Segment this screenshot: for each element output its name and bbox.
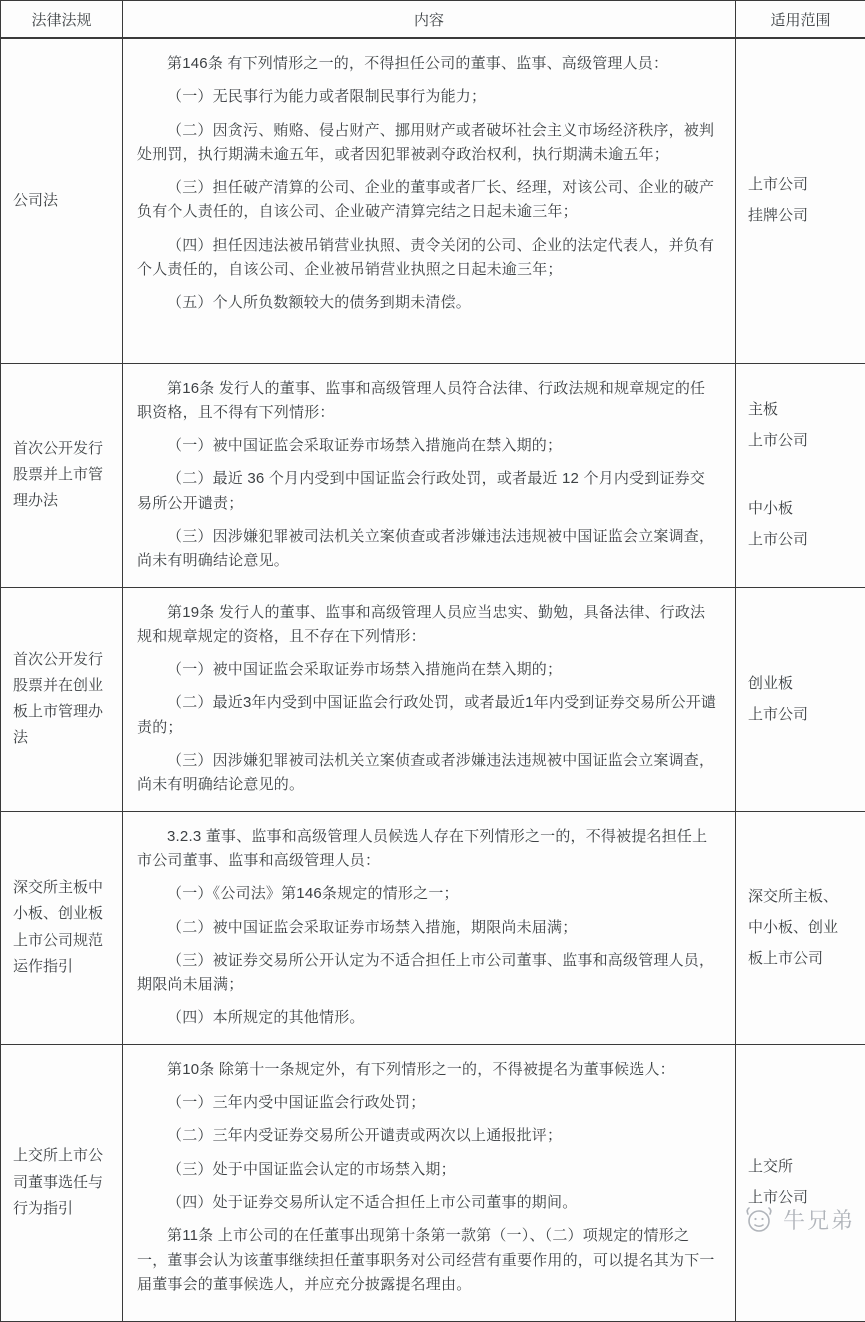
- scope-line: 上市公司: [748, 528, 859, 552]
- content-paragraph: （四）担任因违法被吊销营业执照、责令关闭的公司、企业的法定代表人，并负有个人责任的，自该公司、企业被吊销营业执照之日起未逾三年；: [137, 234, 719, 283]
- scope-line: 挂牌公司: [748, 204, 859, 228]
- cow-logo-icon: [742, 1205, 776, 1235]
- table-row: [1, 811, 865, 1044]
- content-paragraph: （三）处于中国证监会认定的市场禁入期；: [137, 1158, 719, 1182]
- scope-line: 上交所: [748, 1155, 859, 1179]
- scope-cell: [736, 811, 865, 1044]
- content-paragraph: （五）个人所负数额较大的债务到期未清偿。: [137, 291, 719, 315]
- law-name: 首次公开发行股票并上市管理办法: [13, 436, 116, 515]
- col-header-law: 法律法规: [1, 1, 123, 39]
- law-cell: [1, 363, 123, 587]
- col-header-scope: 适用范围: [736, 1, 865, 39]
- content-paragraph: （三）担任破产清算的公司、企业的董事或者厂长、经理，对该公司、企业的破产负有个人责任的，自该公司、企业破产清算完结之日起未逾三年；: [137, 176, 719, 225]
- content-paragraph: （二）被中国证监会采取证券市场禁入措施，期限尚未届满；: [137, 916, 719, 940]
- content-paragraph: （二）最近3年内受到中国证监会行政处罚，或者最近1年内受到证券交易所公开谴责的；: [137, 691, 719, 740]
- content-cell: [123, 811, 736, 1044]
- content-paragraph: （三）因涉嫌犯罪被司法机关立案侦查或者涉嫌违法违规被中国证监会立案调查，尚未有明确结论意见的。: [137, 749, 719, 798]
- scope-line: 上市公司: [748, 703, 859, 727]
- content-paragraph: 第19条 发行人的董事、监事和高级管理人员应当忠实、勤勉，具备法律、行政法规和规章规定的资格，且不存在下列情形：: [137, 601, 719, 650]
- scope-cell: [736, 587, 865, 811]
- content-paragraph: （一）《公司法》第146条规定的情形之一；: [137, 882, 719, 906]
- scope-cell: [736, 1044, 865, 1321]
- table-row: [1, 1044, 865, 1321]
- content-cell: [123, 1044, 736, 1321]
- law-cell: [1, 1044, 123, 1321]
- content-cell: [123, 38, 736, 363]
- scope-line: 上市公司: [748, 173, 859, 197]
- table-body: [1, 38, 865, 1321]
- table-row: [1, 587, 865, 811]
- content-paragraph: （一）三年内受中国证监会行政处罚；: [137, 1091, 719, 1115]
- law-cell: [1, 587, 123, 811]
- content-paragraph: （四）本所规定的其他情形。: [137, 1006, 719, 1030]
- content-paragraph: （一）无民事行为能力或者限制民事行为能力；: [137, 85, 719, 109]
- law-name: 公司法: [13, 188, 116, 214]
- content-paragraph: （一）被中国证监会采取证券市场禁入措施尚在禁入期的；: [137, 658, 719, 682]
- content-cell: [123, 363, 736, 587]
- content-paragraph: 第16条 发行人的董事、监事和高级管理人员符合法律、行政法规和规章规定的任职资格，且不得有下列情形：: [137, 377, 719, 426]
- content-paragraph: 第10条 除第十一条规定外，有下列情形之一的，不得被提名为董事候选人：: [137, 1058, 719, 1082]
- watermark: [742, 1204, 855, 1235]
- content-paragraph: 3.2.3 董事、监事和高级管理人员候选人存在下列情形之一的，不得被提名担任上市公司董事、监事和高级管理人员：: [137, 825, 719, 874]
- content-paragraph: 第146条 有下列情形之一的，不得担任公司的董事、监事、高级管理人员：: [137, 52, 719, 76]
- scope-line: 主板: [748, 398, 859, 422]
- scope-line: 深交所主板、: [748, 885, 859, 909]
- content-paragraph: （一）被中国证监会采取证券市场禁入措施尚在禁入期的；: [137, 434, 719, 458]
- watermark-text: 牛兄弟: [783, 1204, 855, 1235]
- law-name: 上交所上市公司董事选任与行为指引: [13, 1143, 116, 1222]
- header-row: [1, 1, 865, 39]
- content-paragraph: （三）被证券交易所公开认定为不适合担任上市公司董事、监事和高级管理人员，期限尚未届满；: [137, 949, 719, 998]
- content-paragraph: （二）因贪污、贿赂、侵占财产、挪用财产或者破坏社会主义市场经济秩序，被判处刑罚，执行期满未逾五年，或者因犯罪被剥夺政治权利，执行期满未逾五年；: [137, 119, 719, 168]
- content-paragraph: （三）因涉嫌犯罪被司法机关立案侦查或者涉嫌违法违规被中国证监会立案调查，尚未有明确结论意见。: [137, 525, 719, 574]
- scope-line: 上市公司: [748, 429, 859, 453]
- scope-line: 创业板: [748, 672, 859, 696]
- scope-cell: [736, 363, 865, 587]
- content-paragraph: （二）最近 36 个月内受到中国证监会行政处罚，或者最近 12 个月内受到证券交易所公开谴责；: [137, 467, 719, 516]
- law-name: 深交所主板中小板、创业板上市公司规范运作指引: [13, 875, 116, 980]
- scope-line: 上市公司: [748, 1186, 859, 1210]
- content-paragraph: （四）处于证券交易所认定不适合担任上市公司董事的期间。: [137, 1191, 719, 1215]
- scope-spacer: [748, 460, 859, 490]
- table-row: [1, 38, 865, 363]
- scope-line: 中小板、创业: [748, 916, 859, 940]
- law-name: 首次公开发行股票并在创业板上市管理办法: [13, 647, 116, 752]
- law-cell: [1, 38, 123, 363]
- law-cell: [1, 811, 123, 1044]
- scope-cell: [736, 38, 865, 363]
- content-paragraph: 第11条 上市公司的在任董事出现第十条第一款第（一）、（二）项规定的情形之一，董事会认为该董事继续担任董事职务对公司经营有重要作用的，可以提名其为下一届董事会的董事候选人，并应充分披露提名理由。: [137, 1224, 719, 1297]
- content-paragraph: （二）三年内受证券交易所公开谴责或两次以上通报批评；: [137, 1124, 719, 1148]
- col-header-content: 内容: [123, 1, 736, 39]
- content-cell: [123, 587, 736, 811]
- table-row: [1, 363, 865, 587]
- scope-line: 板上市公司: [748, 947, 859, 971]
- scope-line: 中小板: [748, 497, 859, 521]
